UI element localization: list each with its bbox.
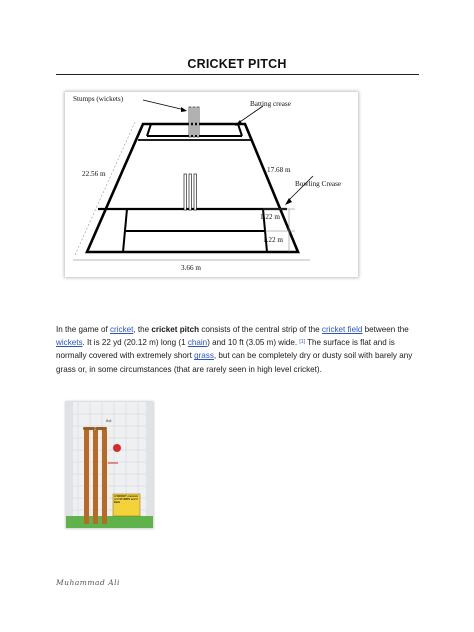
wicket-info-text: A WICKET consists of 3 STUMPS and 2 Bails (114, 495, 138, 504)
bail-note: Bail (106, 419, 112, 423)
ball (113, 444, 121, 452)
bottom-stump-2 (189, 174, 191, 210)
stump-right (102, 430, 107, 524)
grass-strip (66, 516, 153, 528)
gap1-label: 1.22 m (260, 213, 280, 221)
width-label: 3.66 m (181, 264, 201, 272)
text-run: , the (133, 325, 152, 334)
link-wickets[interactable]: wickets (56, 338, 83, 348)
stump-middle (93, 430, 98, 524)
bail-1 (83, 427, 95, 430)
link-cricket-field[interactable]: cricket field (321, 325, 363, 334)
pitch-diagram-svg (65, 92, 358, 277)
text-run: between the (362, 325, 409, 334)
signature: Muhammad Ali (56, 578, 120, 587)
top-stump-2 (193, 107, 195, 137)
text-run: . It is 22 yd (20.12 m) long (1 (82, 338, 188, 348)
link-chain[interactable]: chain (187, 338, 208, 348)
top-stump-3 (197, 107, 199, 137)
body-paragraph (56, 323, 418, 376)
bottom-stump-1 (184, 174, 186, 210)
bail-2 (95, 427, 107, 430)
title-underline (56, 74, 419, 75)
text-run: consists of the central strip of the (199, 325, 322, 334)
text-run: ) and 10 ft (3.05 m) wide. (207, 338, 300, 348)
gap2-label: 1.22 m (263, 236, 283, 244)
link-grass[interactable]: grass (194, 351, 214, 361)
length-label: 22.56 m (82, 170, 106, 178)
stumps-label: Stumps (wickets) (73, 95, 124, 103)
top-stump-1 (189, 107, 191, 137)
stump-left (84, 430, 89, 524)
pitch-diagram (65, 92, 358, 277)
bowling-crease-label: Bowling Crease (295, 180, 342, 188)
text-run: In the game of (56, 325, 110, 334)
inner-length-label: 17.68 m (267, 166, 291, 174)
text-run: , but can be completely dry or dusty soil with barely any grass or, in some circumstances (that are rarely seen in high level cricket). (56, 351, 413, 374)
page-title: CRICKET PITCH (187, 57, 287, 71)
batting-crease-label: Batting crease (250, 100, 291, 108)
stumps-illustration-svg (66, 402, 153, 528)
pitch-outline (87, 124, 298, 252)
stumps-illustration (66, 402, 153, 528)
bold-term-cricket-pitch: cricket pitch (151, 325, 200, 334)
bottom-stump-3 (194, 174, 196, 210)
text-run: The surface is flat and is normally covered with extremely short (56, 338, 395, 361)
reference-link[interactable]: [1] (299, 339, 305, 346)
link-cricket[interactable]: cricket (110, 325, 134, 334)
